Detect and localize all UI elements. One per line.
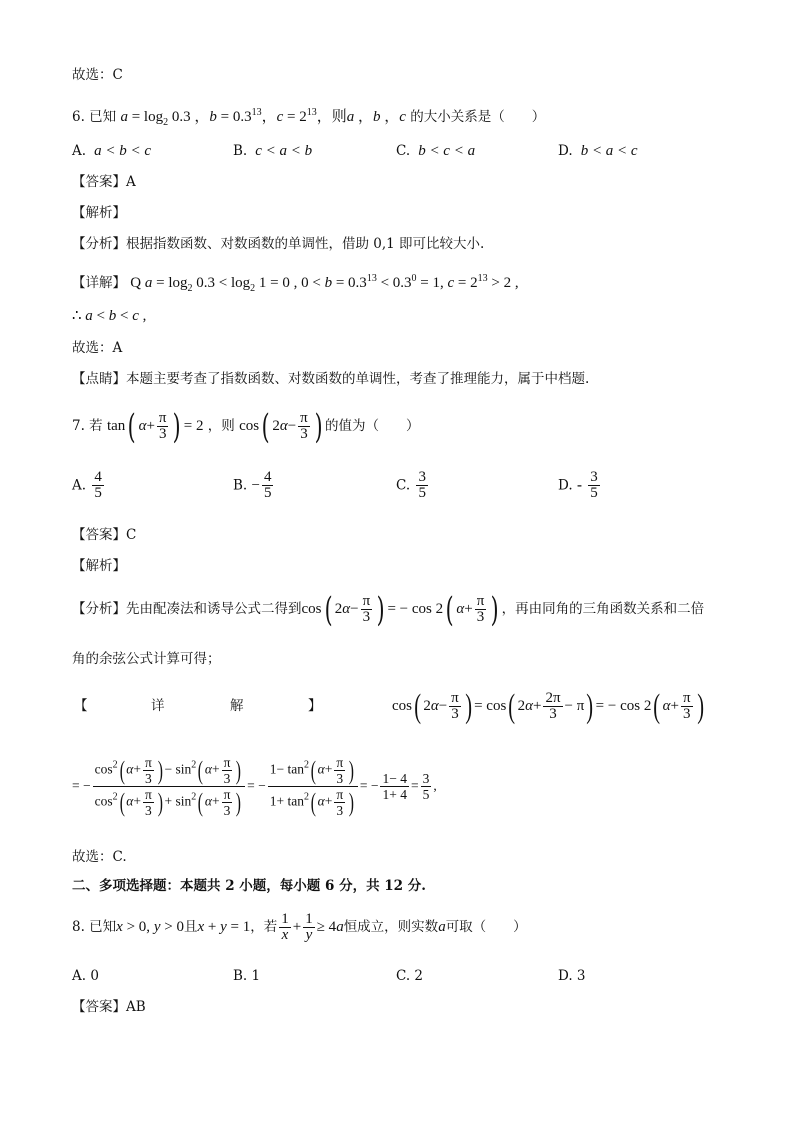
- remark-6: 【点睛】本题主要考查了指数函数、对数函数的单调性，考查了推理能力，属于中档题.: [72, 371, 590, 387]
- q6-option-d: D. b < a < c: [558, 143, 638, 159]
- q6-option-b: B. c < a < b: [233, 143, 313, 159]
- answer-8: 【答案】AB: [72, 999, 146, 1015]
- detail-7-char-2: 解: [230, 698, 244, 714]
- detail-6-formula: Q $a = \log_2 0.3 < \log_2 1 = 0$ , $0 < b = 0.3^{13} < 0.3^0 = 1$, $c = 2^{13} > 2$ ,: [130, 273, 519, 294]
- section-2-heading: 二、多项选择题：本题共 2 小题，每小题 6 分，共 12 分.: [72, 878, 426, 894]
- answer-choice-6: 故选：A: [72, 340, 123, 356]
- q8-option-c: C. 2: [396, 968, 424, 984]
- detail-6-conclusion: ∴ a < b < c ,: [72, 308, 147, 324]
- answer-choice-5: 故选：C: [72, 67, 123, 83]
- q6-formula: $a = \log_2 0.3$ ，$b = 0.3^{13}$，$c = 2^{13}$，则a ，b ，c: [120, 107, 406, 128]
- analysis-7-text: 【分析】先由配凑法和诱导公式二得到cos( 2α− $\frac{\pi}{3}$ ) = − cos 2( α+ $\frac{\pi}{3}$ ) ，再由同角的三角函数关系和二倍: [72, 589, 705, 630]
- q7-option-c: C. $\frac{3}{5}$: [396, 469, 426, 501]
- q7-option-a: A. $\frac{4}{5}$: [72, 469, 102, 501]
- q7-option-b: B. − $\frac{4}{5}$: [233, 469, 272, 501]
- question-6: [72, 104, 545, 132]
- q8-option-a: A. 0: [72, 968, 99, 984]
- q8-option-b: B. 1: [233, 968, 261, 984]
- question-7: 7. 若 tan( α+ $\frac{\pi}{3}$ ) = 2 ，则 cos( 2α− $\frac{\pi}{3}$ ) 的值为（ ）: [72, 406, 420, 447]
- detail-7-char-1: 详: [151, 698, 165, 714]
- answer-choice-7: 故选：C.: [72, 849, 127, 865]
- analysis-6-heading: 【解析】: [72, 205, 126, 221]
- detail-6: 【详解】 Q $a = \log_2 0.3 < \log_2 1 = 0$ , $0 < b = 0.3^{13} < 0.3^0 = 1$, $c = 2^{13} > 2$ ,: [72, 273, 519, 294]
- q8-option-d: D. 3: [558, 968, 586, 984]
- answer-7: 【答案】C: [72, 527, 137, 543]
- q7-option-d: D. - $\frac{3}{5}$: [558, 469, 598, 501]
- detail-7-formula-line2: = − $\cos^2$( α+ $\frac{\pi}{3}$ ) − $\sin^2$( α+ $\frac{\pi}{3}$ ) $\cos^2$( α+ $\frac{\pi}{3}$ ) + $\sin^2$( α+ $\frac{\pi}{3}$ ) = − $1- \tan^2$( α+ $\frac{\pi}{3}$ ) $1+ \tan^2$( α+ $\frac{\pi}{3}$ ) = − $\frac{1- 4}{1+ 4}$ = $\frac{3}{5}$ ,: [72, 755, 437, 819]
- answer-6: 【答案】A: [72, 174, 136, 190]
- q6-option-c: C. b < c < a: [396, 143, 476, 159]
- detail-7-bracket-open: 【: [74, 698, 88, 714]
- question-8: 8. 已知x > 0, y > 0且x + y = 1，若 $\frac{1}{x}$ + $\frac{1}{y}$ ≥ 4a恒成立，则实数a可取（ ）: [72, 911, 527, 943]
- q6-prefix: 6. 已知: [72, 109, 117, 125]
- analysis-7-text-line2: 角的余弦公式计算可得；: [72, 651, 221, 667]
- detail-7-bracket-close: 】: [308, 698, 322, 714]
- analysis-6-text: 【分析】根据指数函数、对数函数的单调性，借助 0,1 即可比较大小.: [72, 236, 485, 252]
- q6-option-a: A. a < b < c: [72, 143, 151, 159]
- detail-7-formula-line1: cos( 2α− $\frac{\pi}{3}$ ) = cos( 2α+ $\frac{2\pi}{3}$ − π) = − cos 2( α+ $\frac{\pi}{3}$ ): [392, 687, 704, 725]
- analysis-7-heading: 【解析】: [72, 558, 126, 574]
- q6-suffix: 的大小关系是（ ）: [410, 109, 546, 125]
